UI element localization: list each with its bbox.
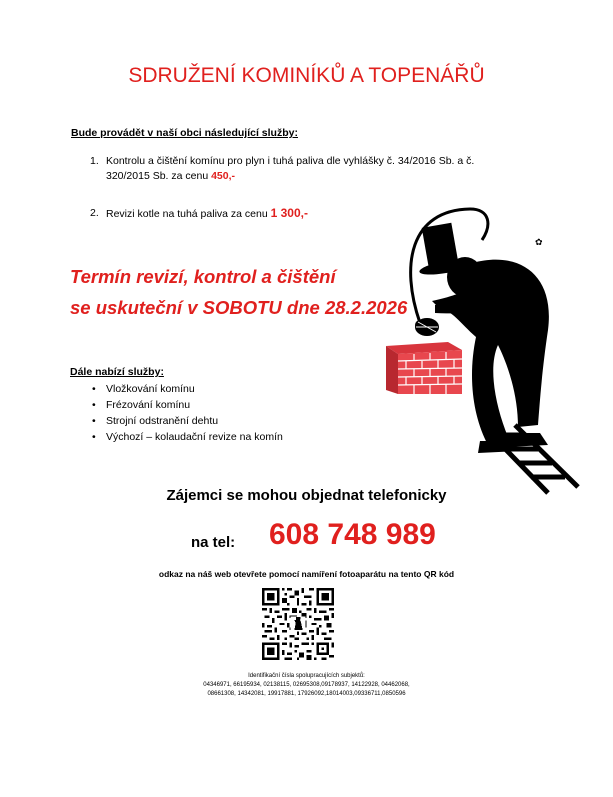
partner-ids: [150, 672, 463, 699]
service-number: 2.: [90, 207, 99, 219]
ids-heading: Identifikační čísla spolupracujících subjektů:: [248, 673, 365, 679]
phone-number[interactable]: 608 748 989: [269, 518, 436, 551]
additional-services-heading: Dále nabízí služby:: [70, 366, 164, 378]
list-item: [92, 381, 283, 397]
bullet-icon: •: [92, 383, 96, 395]
bullet-icon: •: [92, 431, 96, 443]
ids-line: 08661308, 14342081, 19917881, 17926092,18014003,09336711,0850596: [207, 691, 406, 697]
services-intro: Bude provádět v naší obci následující služby:: [71, 127, 298, 139]
service-text: Revizi kotle na tuhá paliva za cenu: [106, 208, 271, 220]
service-item-1: [90, 154, 510, 184]
list-item-label: Vložkování komínu: [106, 383, 195, 395]
termin-line-1: Termín revizí, kontrol a čištění: [70, 266, 336, 287]
list-item-label: Strojní odstranění dehtu: [106, 415, 219, 427]
page-title: SDRUŽENÍ KOMINÍKŮ A TOPENÁŘŮ: [128, 64, 485, 87]
list-item: [92, 413, 283, 429]
ids-line: 04346971, 66195934, 02138115, 02695308,09178937, 14122928, 04462068,: [203, 682, 410, 688]
list-item-label: Výchozí – kolaudační revize na komín: [106, 431, 283, 443]
termin-line-2: se uskuteční v SOBOTU dne 28.2.2026: [70, 297, 408, 318]
qr-instruction: odkaz na náš web otevřete pomocí namíření fotoaparátu na tento QR kód: [158, 569, 455, 579]
service-text: 320/2015 Sb. za cenu: [106, 170, 212, 182]
svg-text:✿: ✿: [535, 238, 543, 248]
service-price: 1 300,-: [270, 206, 308, 220]
service-number: 1.: [90, 155, 99, 167]
qr-code-icon[interactable]: [262, 588, 334, 660]
bullet-icon: •: [92, 415, 96, 427]
bullet-icon: •: [92, 399, 96, 411]
service-text: Kontrolu a čištění komínu pro plyn i tuhá paliva dle vyhlášky č. 34/2016 Sb. a č.: [106, 155, 475, 167]
contact-heading: Zájemci se mohou objednat telefonicky: [166, 487, 447, 504]
tel-label: na tel:: [191, 534, 236, 551]
brush-icon: [415, 318, 439, 336]
brick-chimney-icon: [386, 338, 462, 394]
additional-services-list: [92, 381, 283, 445]
list-item: [92, 429, 283, 445]
list-item-label: Frézování komínu: [106, 399, 191, 411]
service-price: 450,-: [211, 170, 236, 182]
list-item: [92, 397, 283, 413]
